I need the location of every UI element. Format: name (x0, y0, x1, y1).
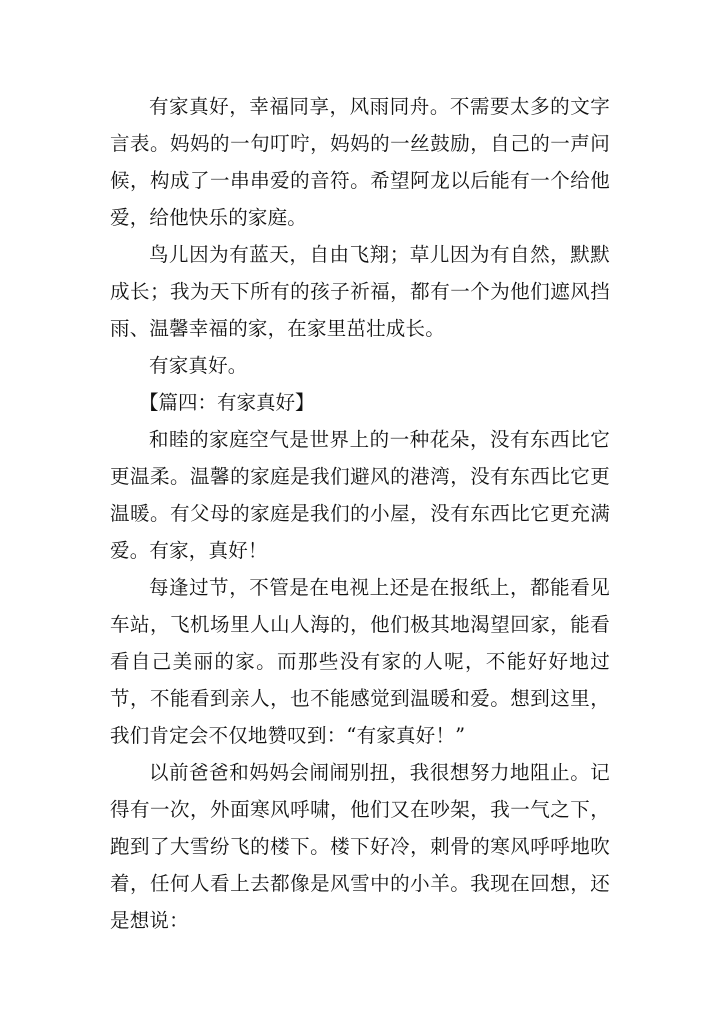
section-heading: 【篇四：有家真好】 (139, 391, 315, 414)
document-body (110, 88, 610, 939)
section-paragraph-1: 和睦的家庭空气是世界上的一种花朵，没有东西比它更温柔。温馨的家庭是我们避风的港湾，没有东西比它更温暖。有父母的家庭是我们的小屋，没有东西比它更充满爱。有家，真好！ (110, 428, 610, 562)
section-paragraph-3: 以前爸爸和妈妈会闹闹别扭，我很想努力地阻止。记得有一次，外面寒风呼啸，他们又在吵架，我一气之下，跑到了大雪纷飞的楼下。楼下好冷，刺骨的寒风呼呼地吹着，任何人看上去都像是风雪中的小羊。我现在回想，还是想说： (110, 761, 610, 932)
paragraph-1: 有家真好，幸福同享，风雨同舟。不需要太多的文字言表。妈妈的一句叮咛，妈妈的一丝鼓励，自己的一声问候，构成了一串串爱的音符。希望阿龙以后能有一个给他爱，给他快乐的家庭。 (110, 95, 610, 229)
section-paragraph-2: 每逢过节，不管是在电视上还是在报纸上，都能看见车站，飞机场里人山人海的，他们极其地渴望回家，能看看自己美丽的家。而那些没有家的人呢，不能好好地过节，不能看到亲人，也不能感觉到温暖和爱。想到这里，我们肯定会不仅地赞叹到：“有家真好！” (110, 576, 610, 747)
paragraph-2: 鸟儿因为有蓝天，自由飞翔；草儿因为有自然，默默成长；我为天下所有的孩子祈福，都有一个为他们遮风挡雨、温馨幸福的家，在家里茁壮成长。 (110, 243, 610, 340)
paragraph-3: 有家真好。 (149, 354, 248, 377)
